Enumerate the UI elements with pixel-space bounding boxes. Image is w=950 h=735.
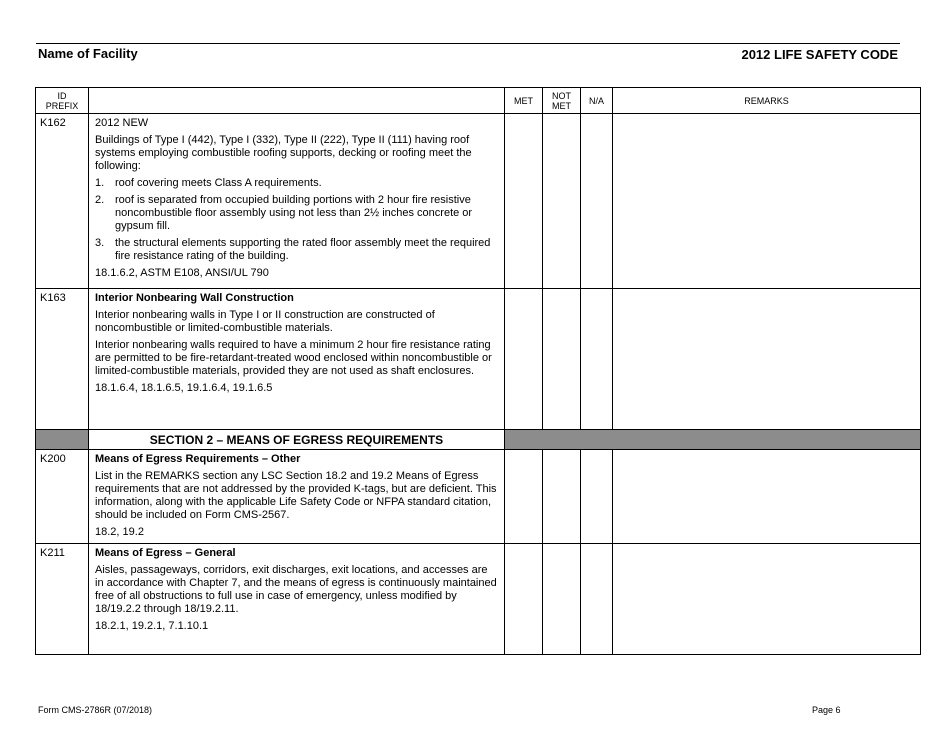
table-row-k163 — [36, 289, 921, 430]
not-met-checkbox-cell[interactable] — [543, 544, 581, 655]
table-header-row — [36, 88, 921, 114]
tag-heading: Interior Nonbearing Wall Construction — [95, 292, 294, 304]
tag-paragraph: List in the REMARKS section any LSC Section 18.2 and 19.2 Means of Egress requirements that are not addressed by the provided K-tags, but are deficient. This information, along with the applicable Life Safety Code or NFPA standard citation, should be included on Form CMS-2567. — [95, 470, 497, 521]
remarks-cell[interactable] — [613, 114, 921, 289]
col-header-remarks: REMARKS — [613, 88, 921, 114]
tag-paragraph: Interior nonbearing walls required to have a minimum 2 hour fire resistance rating are permitted to be fire-retardant-treated wood enclosed within noncombustible or limited-combustible materials, provided they are not used as shaft enclosures. — [95, 339, 492, 377]
met-checkbox-cell[interactable] — [505, 289, 543, 430]
table-row-k200 — [36, 450, 921, 544]
remarks-cell[interactable] — [613, 289, 921, 430]
col-header-description — [89, 88, 505, 114]
met-checkbox-cell[interactable] — [505, 544, 543, 655]
na-checkbox-cell[interactable] — [581, 544, 613, 655]
tag-description — [89, 450, 505, 544]
tag-description — [89, 544, 505, 655]
na-checkbox-cell[interactable] — [581, 450, 613, 544]
col-header-not-met: NOT MET — [543, 88, 581, 114]
na-checkbox-cell[interactable] — [581, 114, 613, 289]
col-header-na: N/A — [581, 88, 613, 114]
tag-citation: 18.1.6.4, 18.1.6.5, 19.1.6.4, 19.1.6.5 — [95, 382, 273, 394]
tag-heading: Means of Egress – General — [95, 547, 236, 559]
section-header-row — [36, 430, 921, 450]
tag-paragraph: Aisles, passageways, corridors, exit discharges, exit locations, and accesses are in accordance with Chapter 7, and the means of egress is continuously maintained free of all obstructions to full use in case of emergency, unless modified by 18/19.2.2 through 18/19.2.11. — [95, 564, 497, 615]
tag-id: K200 — [36, 450, 89, 544]
remarks-cell[interactable] — [613, 544, 921, 655]
not-met-checkbox-cell[interactable] — [543, 289, 581, 430]
tag-description — [89, 289, 505, 430]
list-item: 1. roof covering meets Class A requirements. — [95, 177, 322, 189]
met-checkbox-cell[interactable] — [505, 450, 543, 544]
col-header-id-prefix: ID PREFIX — [36, 88, 89, 114]
table-row-k211 — [36, 544, 921, 655]
code-title: 2012 LIFE SAFETY CODE — [741, 47, 898, 62]
not-met-checkbox-cell[interactable] — [543, 450, 581, 544]
tag-paragraph: Interior nonbearing walls in Type I or II construction are constructed of noncombustible or limited-combustible materials. — [95, 309, 435, 334]
checklist-table — [35, 87, 921, 655]
tag-description — [89, 114, 505, 289]
section-shade — [505, 430, 921, 450]
page-number: Page 6 — [812, 705, 841, 715]
section-shade — [36, 430, 89, 450]
na-checkbox-cell[interactable] — [581, 289, 613, 430]
tag-id: K162 — [36, 114, 89, 289]
tag-citation: 18.1.6.2, ASTM E108, ANSI/UL 790 — [95, 267, 269, 279]
tag-id: K163 — [36, 289, 89, 430]
form-number: Form CMS-2786R (07/2018) — [38, 705, 153, 715]
tag-heading: Means of Egress Requirements – Other — [95, 453, 301, 465]
table-row-k162 — [36, 114, 921, 289]
list-item: 2. roof is separated from occupied building portions with 2 hour fire resistive noncombustible floor assembly using not less than 2½ inches concrete or gypsum fill. — [95, 194, 473, 232]
tag-intro: Buildings of Type I (442), Type I (332), Type II (222), Type II (111) having roof systems employing combustible roofing supports, decking or roofing meet the following: — [95, 134, 472, 172]
tag-id: K211 — [36, 544, 89, 655]
requirement-list — [95, 177, 498, 263]
section-title: SECTION 2 – MEANS OF EGRESS REQUIREMENTS — [89, 430, 505, 450]
tag-heading: 2012 NEW — [95, 117, 149, 129]
list-item: 3. the structural elements supporting the rated floor assembly meet the required fire resistance rating of the building. — [95, 237, 491, 262]
not-met-checkbox-cell[interactable] — [543, 114, 581, 289]
facility-name-label: Name of Facility — [38, 46, 138, 61]
tag-citation: 18.2.1, 19.2.1, 7.1.10.1 — [95, 620, 209, 632]
header-rule — [36, 43, 900, 44]
met-checkbox-cell[interactable] — [505, 114, 543, 289]
remarks-cell[interactable] — [613, 450, 921, 544]
col-header-met: MET — [505, 88, 543, 114]
tag-citation: 18.2, 19.2 — [95, 526, 144, 538]
